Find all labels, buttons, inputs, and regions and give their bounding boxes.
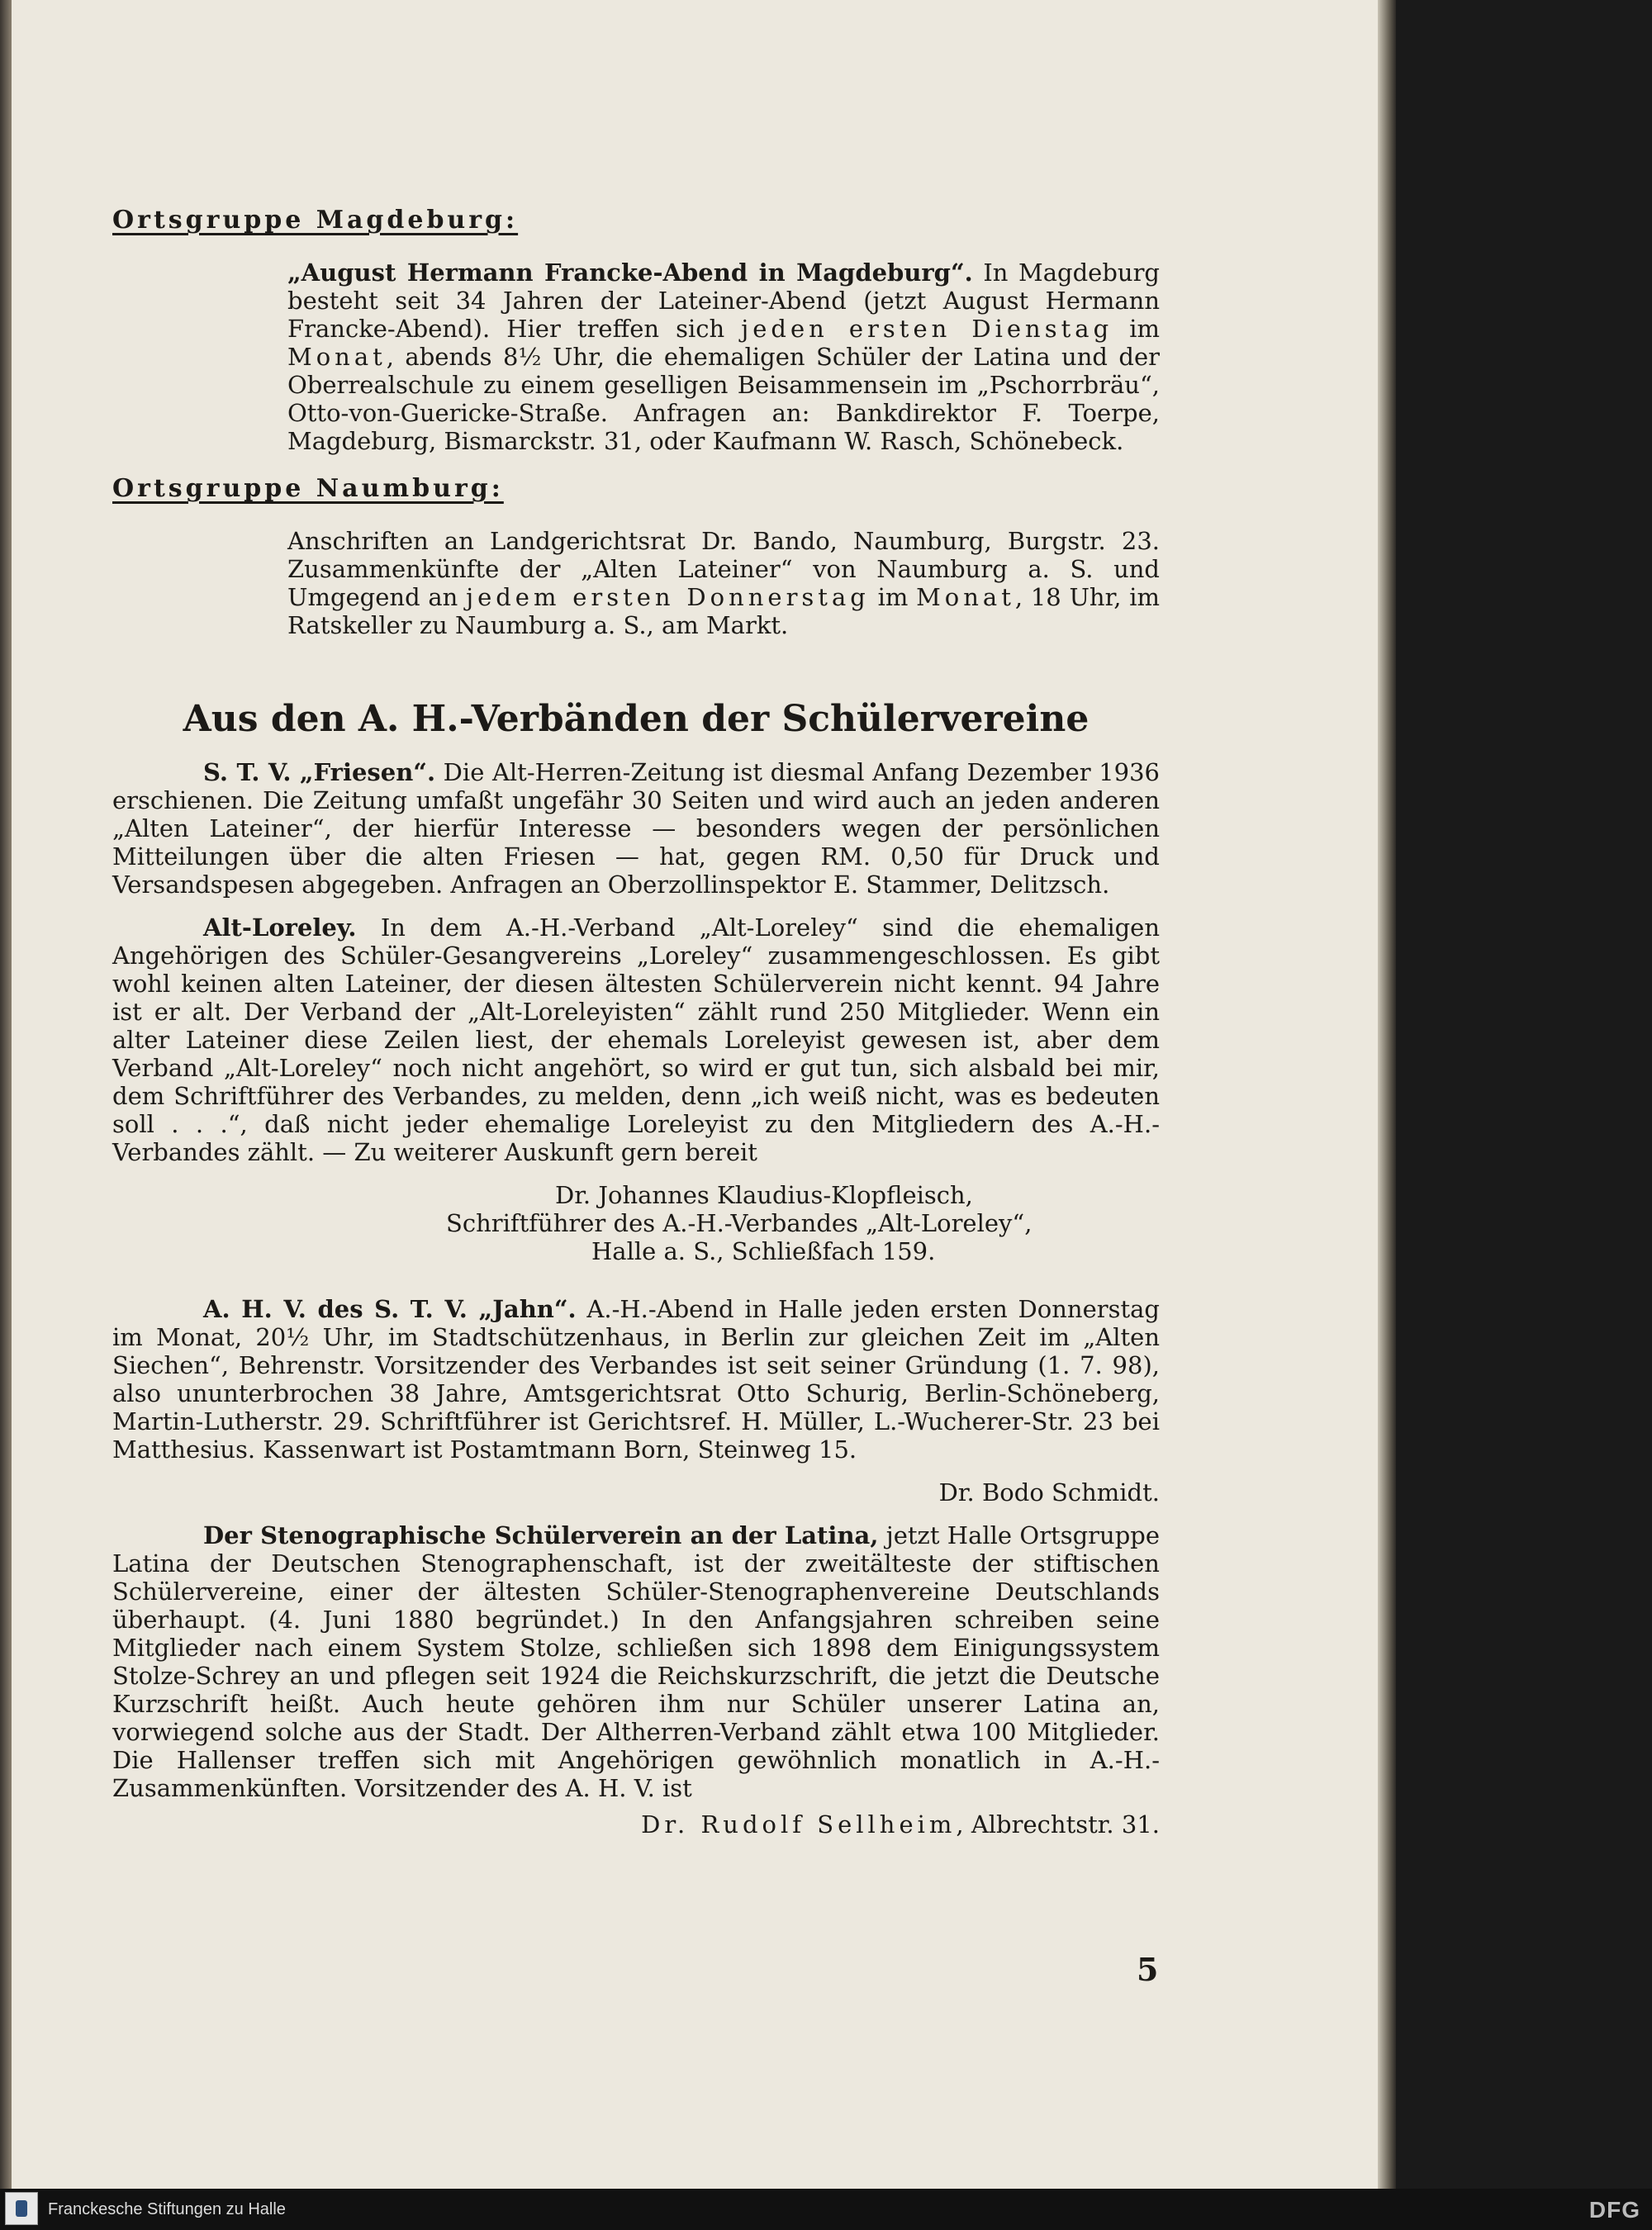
signature-loreley-name: Dr. Johannes Klaudius-Klopfleisch,	[555, 1181, 973, 1209]
text-steno: jetzt Halle Ortsgruppe Latina der Deutschen Stenographenschaft, ist der zweitälteste der stiftischen Schülervereine, einer der ältesten Schüler-Stenographenvereine Deutschlands überhaupt. (4. Juni 1880 begründet.) In den Anfangsjahren schreiben seine Mitglieder nach einem System Stolze, schließen sich 1898 dem Einigungssystem Stolze-Schrey an und pflegen seit 1924 die Reichskurzschrift, die jetzt die Deutsche Kurzschrift heißt. Auch heute gehören ihm nur Schüler unserer Latina an, vorwiegend solche aus der Stadt. Der Altherren-Verband zählt etwa 100 Mitglieder. Die Hallenser treffen sich mit Angehörigen gewöhnlich monatlich in A.-H.-Zusammenkünften. Vorsitzender des A. H. V. ist	[112, 1521, 1160, 1802]
text-magdeburg-3: , abends 8½ Uhr, die ehemaligen Schüler der Latina und der Oberrealschule zu einem geselligen Beisammensein im „Pschorrbräu“, Otto-von-Guericke-Straße. Anfragen an: Bankdirektor F. Toerpe, Magdeburg, Bismarckstr. 31, oder Kaufmann W. Rasch, Schönebeck.	[287, 343, 1160, 455]
signature-loreley-role: Schriftführer des A.-H.-Verbandes „Alt-Loreley“,	[446, 1209, 1032, 1237]
section-title: Aus den A. H.-Verbänden der Schülervereine	[183, 698, 1089, 740]
signature-jahn: Dr. Bodo Schmidt.	[938, 1478, 1160, 1506]
text-loreley: In dem A.-H.-Verband „Alt-Loreley“ sind die ehemaligen Angehörigen des Schüler-Gesangvereins „Loreley“ zusammengeschlossen. Es gibt wohl keinen alten Lateiner, der diesen ältesten Schülerverein nicht kennt. 94 Jahre ist er alt. Der Verband der „Alt-Loreleyisten“ zählt rund 250 Mitglieder. Wenn ein alter Lateiner diese Zeilen liest, der ehemals Loreleyist gewesen ist, aber dem Verband „Alt-Loreley“ noch nicht angehört, so wird er gut tun, sich alsbald bei mir, dem Schriftführer des Verbandes, zu melden, denn „ich weiß nicht, was es bedeuten soll . . .“, daß nicht jeder ehemalige Loreleyist zu den Mitgliedern des A.-H.-Verbandes zählt. — Zu weiterer Auskunft gern bereit	[112, 913, 1160, 1166]
text-naumburg-1: Anschriften an Landgerichtsrat Dr. Bando, Naumburg, Burgstr. 23. Zusammenkünfte der „Alten Lateiner“ von Naumburg a. S. und Umgegend an	[287, 527, 1160, 611]
text-naumburg-3: , 18 Uhr, im Ratskeller zu Naumburg a. S., am Markt.	[287, 583, 1160, 639]
spaced-naumburg-1: jedem ersten Donnerstag	[466, 583, 870, 611]
paragraph-steno	[112, 1521, 1160, 1802]
section-naumburg	[112, 475, 1160, 639]
lead-friesen: S. T. V. „Friesen“.	[203, 758, 436, 786]
scan-left-shadow	[0, 0, 12, 2189]
text-magdeburg-1: In Magdeburg besteht seit 34 Jahren der Lateiner-Abend (jetzt August Hermann Francke-Abend). Hier treffen sich	[287, 259, 1161, 343]
text-friesen: Die Alt-Herren-Zeitung ist diesmal Anfang Dezember 1936 erschienen. Die Zeitung umfaßt ungefähr 30 Seiten und wird auch an jeden anderen „Alten Lateiner“, der hierfür Interesse — besonders wegen der persönlichen Mitteilungen über die alten Friesen — hat, gegen RM. 0,50 für Druck und Versandspesen abgegeben. Anfragen an Oberzollinspektor E. Stammer, Delitzsch.	[112, 758, 1161, 899]
text-magdeburg-2: im	[1113, 315, 1160, 343]
paragraph-magdeburg	[287, 259, 1160, 455]
paragraph-naumburg	[287, 527, 1160, 639]
dfg-logo: DFG	[1588, 2197, 1640, 2223]
signature-steno-name: Dr. Rudolf Sellheim	[641, 1810, 957, 1839]
paragraph-friesen	[112, 758, 1160, 899]
lead-steno: Der Stenographische Schülerverein an der Latina,	[203, 1521, 879, 1549]
heading-naumburg: Ortsgruppe Naumburg:	[112, 474, 504, 503]
lead-jahn: A. H. V. des S. T. V. „Jahn“.	[203, 1295, 577, 1323]
page-content	[112, 206, 1160, 1853]
lead-magdeburg: „August Hermann Francke-Abend in Magdeburg“.	[287, 259, 973, 287]
paragraph-loreley	[112, 913, 1160, 1166]
text-naumburg-2: im	[869, 583, 917, 611]
institution-name: Franckesche Stiftungen zu Halle	[48, 2200, 286, 2218]
page-number: 5	[1137, 1951, 1159, 1988]
signature-loreley-address: Halle a. S., Schließfach 159.	[591, 1237, 936, 1265]
signature-steno	[112, 1810, 1160, 1839]
text-jahn: A.-H.-Abend in Halle jeden ersten Donnerstag im Monat, 20½ Uhr, im Stadtschützenhaus, in Berlin zur gleichen Zeit im „Alten Siechen“, Behrenstr. Vorsitzender des Verbandes ist seit seiner Gründung (1. 7. 98), also ununterbrochen 38 Jahre, Amtsgerichtsrat Otto Schurig, Berlin-Schöneberg, Martin-Lutherstr. 29. Schriftführer ist Gerichtsref. H. Müller, L.-Wucherer-Str. 23 bei Matthesius. Kassenwart ist Postamtmann Born, Steinweg 15.	[112, 1295, 1160, 1464]
signature-steno-address: , Albrechtstr. 31.	[956, 1810, 1160, 1839]
section-magdeburg	[112, 206, 1160, 455]
heading-magdeburg: Ortsgruppe Magdeburg:	[112, 206, 519, 235]
institution-logo-icon	[5, 2192, 38, 2225]
page-edge	[1378, 0, 1396, 2189]
spaced-naumburg-2: Monat	[916, 583, 1015, 611]
spaced-magdeburg-1: jeden ersten Dienstag	[741, 315, 1113, 343]
spaced-magdeburg-2: Monat	[287, 343, 387, 371]
paragraph-jahn	[112, 1295, 1160, 1464]
lead-loreley: Alt-Loreley.	[203, 913, 357, 942]
